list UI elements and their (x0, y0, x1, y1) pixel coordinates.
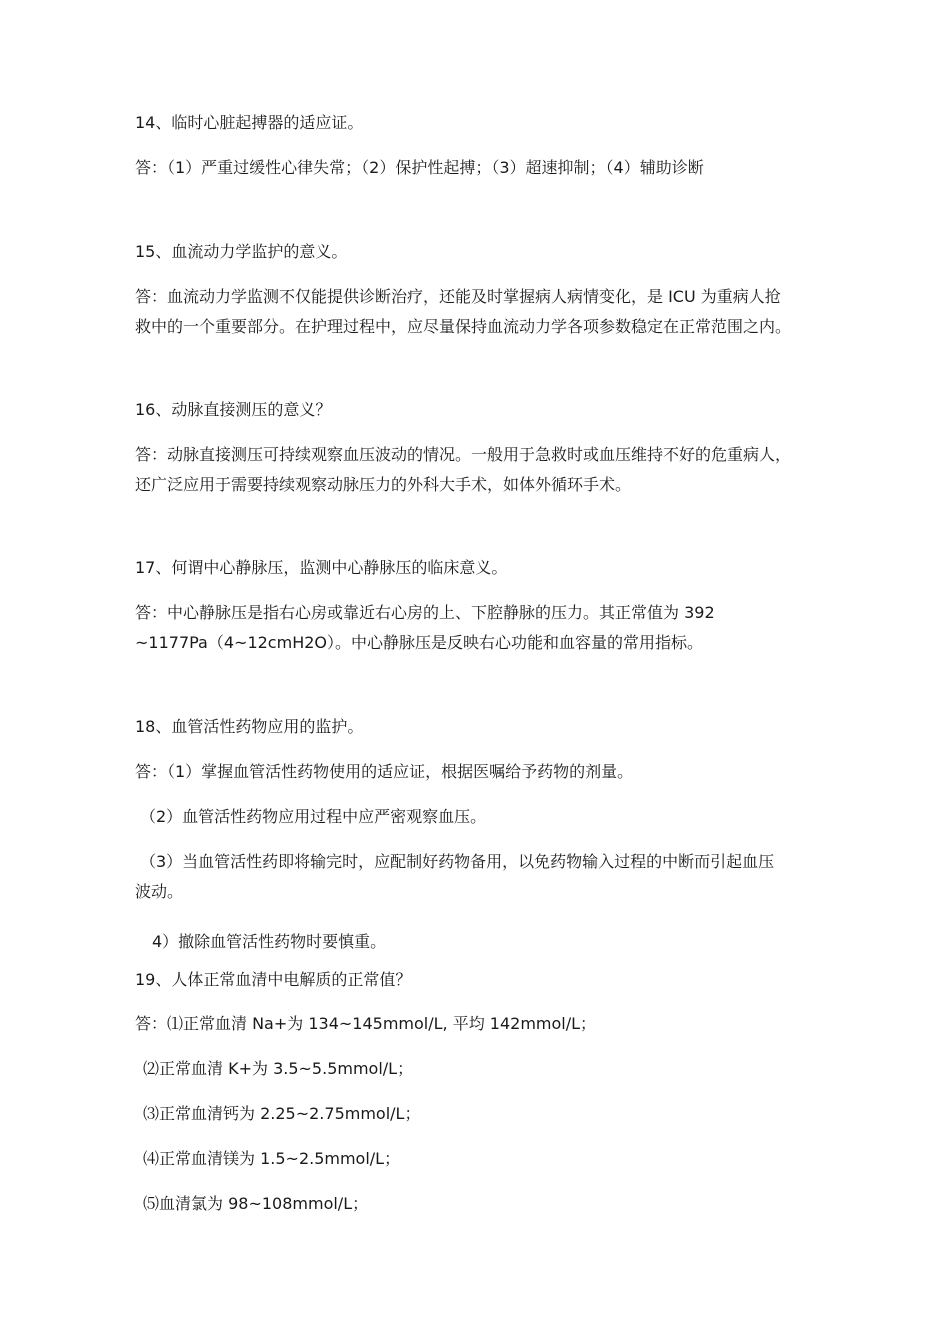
answer-19-line-3: ⑶正常血清钙为 2.25~2.75mmol/L； (143, 1104, 421, 1123)
answer-16-line-1: 答：动脉直接测压可持续观察血压波动的情况。一般用于急救时或血压维持不好的危重病人， (135, 445, 792, 464)
answer-17-line-2: ~1177Pa（4~12cmH2O）。中心静脉压是反映右心功能和血容量的常用指标。 (135, 633, 703, 652)
answer-18-line-3: （3）当血管活性药即将输完时，应配制好药物备用，以免药物输入过程的中断而引起血压 (140, 852, 775, 871)
answer-19-line-2: ⑵正常血清 K+为 3.5~5.5mmol/L； (143, 1059, 414, 1078)
answer-18-line-2: （2）血管活性药物应用过程中应严密观察血压。 (140, 807, 487, 826)
answer-19-line-5: ⑸血清氯为 98~108mmol/L； (143, 1194, 369, 1213)
answer-18-line-4: 波动。 (135, 882, 184, 901)
answer-19-line-1: 答：⑴正常血清 Na+为 134~145mmol/L, 平均 142mmol/L； (135, 1014, 597, 1033)
question-16: 16、动脉直接测压的意义？ (135, 400, 332, 419)
question-17: 17、何谓中心静脉压，监测中心静脉压的临床意义。 (135, 558, 508, 577)
answer-16-line-2: 还广泛应用于需要持续观察动脉压力的外科大手术，如体外循环手术。 (135, 475, 632, 494)
answer-18-line-1: 答：（1）掌握血管活性药物使用的适应证，根据医嘱给予药物的剂量。 (135, 762, 634, 781)
question-19: 19、人体正常血清中电解质的正常值？ (135, 970, 412, 989)
answer-15-line-2: 救中的一个重要部分。在护理过程中，应尽量保持血流动力学各项参数稳定在正常范围之内。 (135, 317, 792, 336)
answer-18-line-5: 4）撤除血管活性药物时要慎重。 (152, 932, 387, 951)
question-18: 18、血管活性药物应用的监护。 (135, 717, 364, 736)
question-14: 14、临时心脏起搏器的适应证。 (135, 113, 364, 132)
answer-15-line-1: 答：血流动力学监测不仅能提供诊断治疗，还能及时掌握病人病情变化，是 ICU 为重病人抢 (135, 287, 781, 306)
question-15: 15、血流动力学监护的意义。 (135, 242, 348, 261)
answer-17-line-1: 答：中心静脉压是指右心房或靠近右心房的上、下腔静脉的压力。其正常值为 392 (135, 603, 715, 622)
answer-19-line-4: ⑷正常血清镁为 1.5~2.5mmol/L； (143, 1149, 401, 1168)
answer-14: 答：（1）严重过缓性心律失常；（2）保护性起搏；（3）超速抑制；（4）辅助诊断 (135, 158, 704, 177)
